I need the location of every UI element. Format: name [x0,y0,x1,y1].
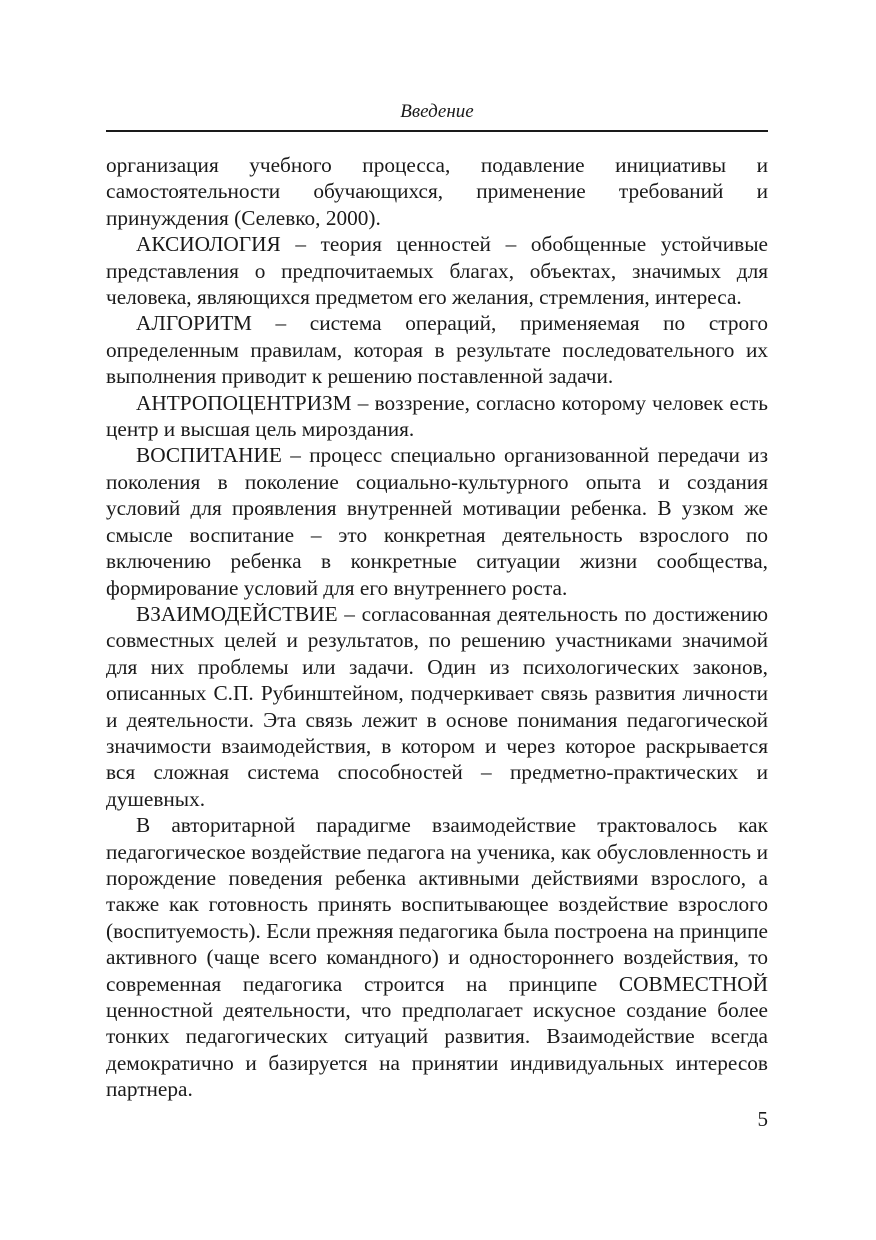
paragraph-axiology: АКСИОЛОГИЯ – теория ценностей – обобщенные устойчивые представления о предпочитаемых благах, объектах, значимых для человека, являющихся предметом его желания, стремления, интереса. [106,232,768,310]
running-head: Введение [106,100,768,132]
paragraph-authoritarian-paradigm: В авторитарной парадигме взаимодействие трактовалось как педагогическое воздействие педагога на ученика, как обусловленность и порождение поведения ребенка активными действиями взрослого, а также как готовность принять воспитывающее воздействие взрослого (воспитуемость). Если прежняя педагогика была построена на принципе активного (чаще всего командного) и одностороннего воздействия, то современная педагогика строится на принципе СОВМЕСТНОЙ ценностной деятельности, что предполагает искусное создание более тонких педагогических ситуаций развития. Взаимодействие всегда демократично и базируется на принятии индивидуальных интересов партнера. [106,813,768,1102]
paragraph-continuation: организация учебного процесса, подавление инициативы и самостоятельности обучающихся, применение требований и принуждения (Селевко, 2000). [106,153,768,230]
paragraph-algorithm: АЛГОРИТМ – система операций, применяемая по строго определенным правилам, которая в результате последовательного их выполнения приводит к решению поставленной задачи. [106,311,768,389]
paragraph-interaction: ВЗАИМОДЕЙСТВИЕ – согласованная деятельность по достижению совместных целей и результатов, по решению участниками значимой для них проблемы или задачи. Один из психологических законов, описанных С.П. Рубинштейном, подчеркивает связь развития личности и деятельности. Эта связь лежит в основе понимания педагогической значимости взаимодействия, в котором и через которое раскрывается вся сложная система способностей – предметно-практических и душевных. [106,601,768,811]
paragraph-anthropocentrism: АНТРОПОЦЕНТРИЗМ – воззрение, согласно которому человек есть центр и высшая цель мироздания. [106,390,768,442]
paragraph-upbringing: ВОСПИТАНИЕ – процесс специально организованной передачи из поколения в поколение социально-культурного опыта и создания условий для проявления внутренней мотивации ребенка. В узком же смысле воспитание – это конкретная деятельность взрослого по включению ребенка в конкретные ситуации жизни сообщества, формирование условий для его внутреннего роста. [106,443,768,600]
page [106,100,768,1103]
page-number: 5 [757,1107,768,1131]
body-text [106,152,768,1103]
